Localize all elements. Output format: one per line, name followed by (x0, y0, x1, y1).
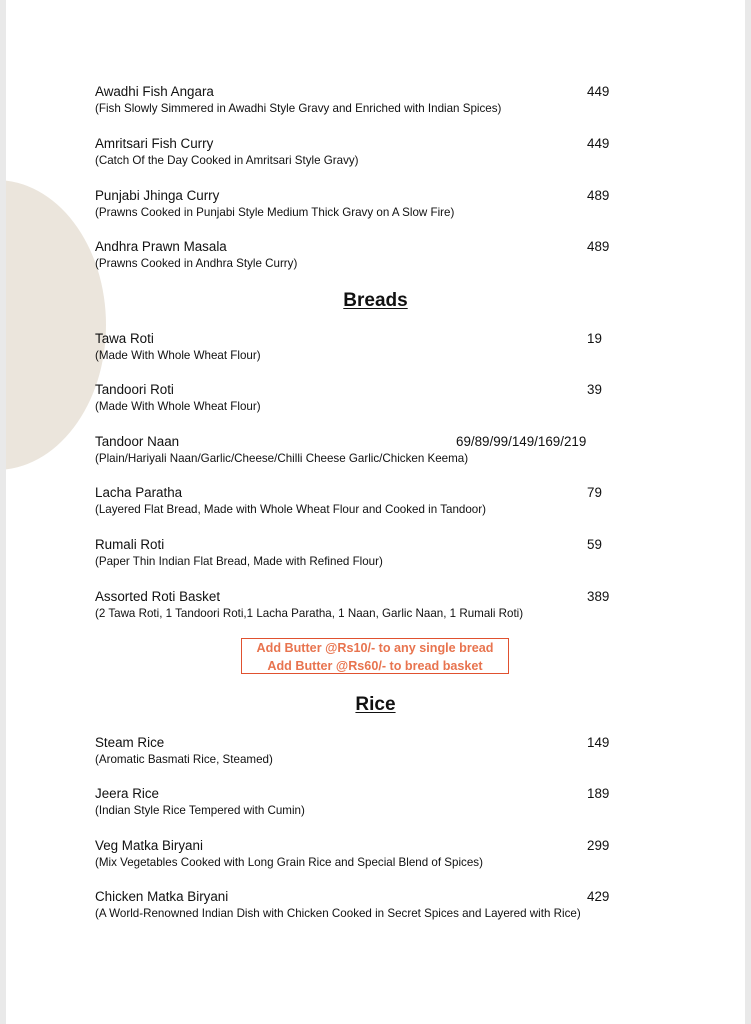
item-name: Awadhi Fish Angara (95, 84, 214, 99)
menu-item (95, 734, 655, 768)
item-price: 69/89/99/149/169/219 (456, 434, 587, 449)
item-name: Punjabi Jhinga Curry (95, 188, 220, 203)
item-description: (Plain/Hariyali Naan/Garlic/Cheese/Chilli Cheese Garlic/Chicken Keema) (95, 452, 469, 465)
item-description: (Fish Slowly Simmered in Awadhi Style Gravy and Enriched with Indian Spices) (95, 102, 502, 115)
section-title-breads: Breads (343, 290, 408, 311)
section-title-rice: Rice (355, 694, 396, 715)
item-description: (Catch Of the Day Cooked in Amritsari Style Gravy) (95, 154, 359, 167)
item-description: (Indian Style Rice Tempered with Cumin) (95, 804, 305, 817)
item-price: 449 (587, 136, 610, 151)
item-price: 389 (587, 589, 610, 604)
item-name: Steam Rice (95, 735, 165, 750)
menu-item (95, 330, 655, 364)
item-price: 489 (587, 188, 610, 203)
menu-item (95, 135, 655, 169)
item-description: (Prawns Cooked in Punjabi Style Medium Thick Gravy on A Slow Fire) (95, 206, 455, 219)
butter-note-line: Add Butter @Rs60/- to bread basket (267, 659, 483, 673)
item-name: Tandoori Roti (95, 382, 174, 397)
item-description: (Made With Whole Wheat Flour) (95, 349, 261, 362)
item-name: Jeera Rice (95, 786, 160, 801)
butter-note-line: Add Butter @Rs10/- to any single bread (256, 641, 494, 655)
item-name: Amritsari Fish Curry (95, 136, 214, 151)
item-price: 149 (587, 735, 610, 750)
menu-item (95, 536, 655, 570)
menu-item (95, 83, 655, 117)
butter-note (241, 638, 509, 674)
menu-item (95, 785, 655, 819)
item-price: 449 (587, 84, 610, 99)
item-price: 39 (587, 382, 602, 397)
item-name: Lacha Paratha (95, 485, 183, 500)
item-price: 79 (587, 485, 602, 500)
item-name: Assorted Roti Basket (95, 589, 221, 604)
item-name: Chicken Matka Biryani (95, 889, 229, 904)
menu-item (95, 238, 655, 272)
item-price: 489 (587, 239, 610, 254)
item-price: 189 (587, 786, 610, 801)
item-name: Rumali Roti (95, 537, 165, 552)
menu-item (95, 381, 655, 415)
menu-item (95, 484, 655, 518)
item-price: 429 (587, 889, 610, 904)
item-description: (Layered Flat Bread, Made with Whole Wheat Flour and Cooked in Tandoor) (95, 503, 486, 516)
menu-item (95, 433, 655, 467)
item-name: Veg Matka Biryani (95, 838, 203, 853)
item-description: (Mix Vegetables Cooked with Long Grain Rice and Special Blend of Spices) (95, 856, 483, 869)
item-name: Tawa Roti (95, 331, 154, 346)
item-description: (Made With Whole Wheat Flour) (95, 400, 261, 413)
menu-item (95, 837, 655, 871)
item-name: Andhra Prawn Masala (95, 239, 227, 254)
menu-item (95, 588, 655, 622)
item-description: (2 Tawa Roti, 1 Tandoori Roti,1 Lacha Paratha, 1 Naan, Garlic Naan, 1 Rumali Roti) (95, 607, 524, 620)
decorative-shape (6, 180, 106, 470)
item-price: 19 (587, 331, 602, 346)
item-price: 59 (587, 537, 602, 552)
item-description: (Paper Thin Indian Flat Bread, Made with Refined Flour) (95, 555, 383, 568)
item-price: 299 (587, 838, 610, 853)
menu-page (6, 0, 745, 1024)
menu-item (95, 187, 655, 221)
item-name: Tandoor Naan (95, 434, 180, 449)
item-description: (Prawns Cooked in Andhra Style Curry) (95, 257, 298, 270)
menu-item (95, 888, 655, 922)
item-description: (Aromatic Basmati Rice, Steamed) (95, 753, 273, 766)
item-description: (A World-Renowned Indian Dish with Chicken Cooked in Secret Spices and Layered with Rice) (95, 907, 581, 920)
